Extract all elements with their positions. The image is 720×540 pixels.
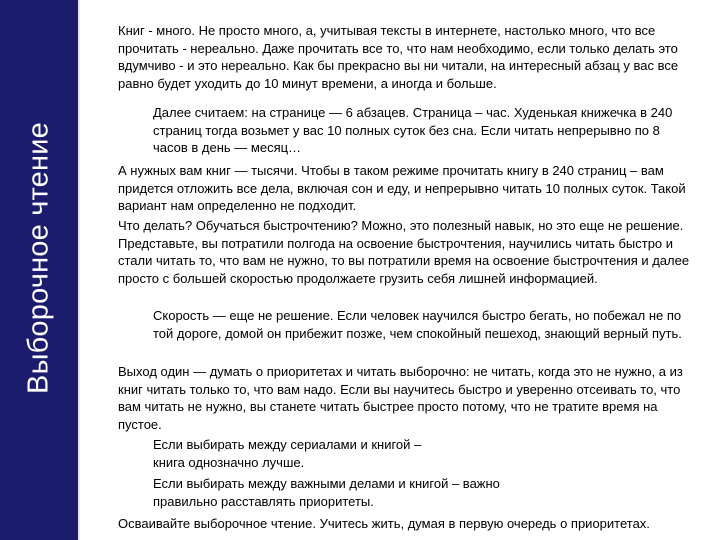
paragraph-speed-not-solution: Скорость — еще не решение. Если человек научился быстро бегать, но побежал не по той дороге, домой он прибежит позже, чем спокойный пешеход, знающий верный путь. (153, 308, 682, 341)
paragraph-thousands-of-books: А нужных вам книг — тысячи. Чтобы в таком режиме прочитать книгу в 240 страниц – вам придется отложить все дела, включая сон и еду, и непрерывно читать 10 полных суток. Такой вариант нам определенно не подходит. (118, 163, 686, 214)
paragraph-series-vs-book: Если выбирать между сериалами и книгой – книга однозначно лучше. (153, 437, 422, 470)
slide-title: Выборочное чтение (22, 122, 55, 394)
paragraph-calculation: Далее считаем: на странице — 6 абзацев. Страница – час. Худенькая книжечка в 240 страниц тогда возьмет у вас 10 полных суток без сна. Если читать непрерывно по 8 часов в день — месяц… (153, 105, 673, 156)
paragraph-speed-reading: Что делать? Обучаться быстрочтению? Можно, это полезный навык, но это еще не решение. Представьте, вы потратили полгода на освоение быстрочтения, научились читать быстро и стали читать то, что вам не нужно, то вы потратили время на освоение быстрочтения и далее просто с большей скоростью продолжаете грузить себя лишней информацией. (118, 218, 690, 286)
paragraph-important-vs-book: Если выбирать между важными делами и книгой – важно правильно расставлять приоритеты. (153, 476, 500, 509)
sidebar (0, 0, 80, 540)
slide-content (80, 0, 720, 540)
paragraph-way-out: Выход один — думать о приоритетах и читать выборочно: не читать, когда это не нужно, а из книг читать только то, что вам надо. Если вы научитесь быстро и уверенно отсеивать то, что вам читать не нужно, вы станете читать быстрее просто потому, что не тратите время на пустое. (118, 364, 683, 432)
paragraph-intro: Книг - много. Не просто много, а, учитывая тексты в интернете, настолько много, что все прочитать - нереально. Даже прочитать все то, что нам необходимо, если только делать это вдумчиво - и это нереально. Как бы прекрасно вы ни читали, на интересный абзац у вас все равно будет уходить до 10 минут времени, а иногда и больше. (118, 23, 679, 91)
paragraph-conclusion: Осваивайте выборочное чтение. Учитесь жить, думая в первую очередь о приоритетах. (118, 516, 650, 531)
